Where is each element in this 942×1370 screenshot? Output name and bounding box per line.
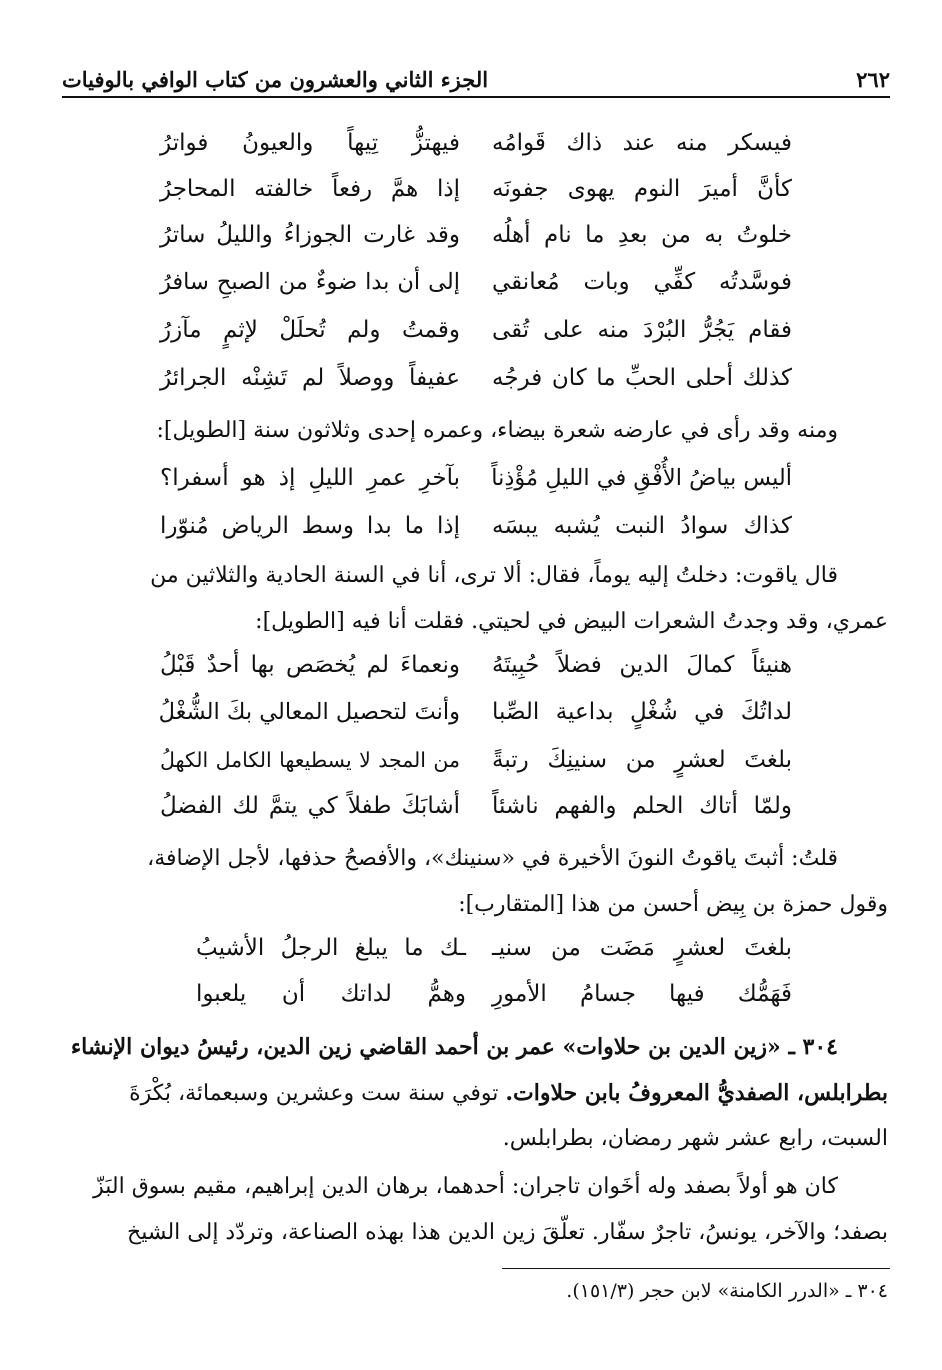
verse-second-hemistich: ونعماءَ لم يُخصَص بها أحدٌ قَبْلُ	[160, 652, 460, 678]
prose-line: وقول حمزة بن بِيض أحسن من هذا [المتقارب]:	[458, 892, 888, 917]
verse	[0, 506, 942, 546]
verse-second-hemistich: وهمُّ لداتك أن يلعبوا	[196, 981, 466, 1007]
verse-second-hemistich: ـك ما يبلغ الرجلُ الأشيبُ	[196, 935, 466, 961]
verse	[0, 692, 942, 732]
prose-line	[64, 1070, 888, 1117]
verse-second-hemistich: من المجد لا يسطيعها الكامل الكهلُ	[160, 748, 460, 772]
verse	[0, 458, 942, 498]
prose-line: السبت، رابع عشر شهر رمضان، بطرابلس.	[502, 1126, 888, 1151]
verse	[0, 215, 942, 255]
entry-heading-end: بطرابلس، الصفديُّ المعروفُ بابن حلاوات.	[505, 1080, 888, 1106]
verse-second-hemistich: إذا همَّ رفعاً خالفته المحاجرُ	[160, 176, 460, 202]
verse-first-hemistich: لداتُكَ في شُغْلٍ بداعية الصِّبا	[492, 699, 792, 725]
verse-second-hemistich: وقد غارت الجوزاءُ والليلُ ساترُ	[160, 222, 460, 248]
verse-second-hemistich: وقمتُ ولم تُحلَلْ لإثمٍ مآزرُ	[160, 317, 460, 343]
verse	[0, 928, 942, 968]
header-rule	[62, 96, 890, 98]
verse-first-hemistich: بلغتَ لعشرٍ مَضَت من سنيـ	[492, 935, 792, 961]
entry-heading-line: ٣٠٤ ـ «زين الدين بن حلاوات» عمر بن أحمد القاضي زين الدين، رئيسُ ديوان الإنشاء	[70, 1034, 838, 1060]
verse	[0, 974, 942, 1014]
footnote: ٣٠٤ ـ «الدرر الكامنة» لابن حجر (١٥١/٣).	[566, 1280, 888, 1302]
verse-second-hemistich: إلى أن بدا ضوءٌ من الصبحِ سافرُ	[160, 269, 460, 295]
verse	[0, 645, 942, 685]
verse-first-hemistich: فقام يَجُرُّ البُرْدَ منه على تُقى	[492, 317, 792, 343]
verse	[0, 358, 942, 398]
prose-line: قال ياقوت: دخلتُ إليه يوماً، فقال: ألا ترى، أنا في السنة الحادية والثلاثين من	[150, 563, 838, 588]
verse-first-hemistich: فوسَّدتُه كفِّي وبات مُعانقي	[492, 269, 792, 295]
entry-text: توفي سنة ست وعشرين وسبعمائة، بُكْرَةَ	[129, 1081, 506, 1106]
prose-line: عمري، وقد وجدتُ الشعرات البيض في لحيتي. فقلت أنا فيه [الطويل]:	[255, 609, 888, 634]
verse-first-hemistich: كأنَّ أميرَ النوم يهوى جفونَه	[492, 176, 792, 202]
running-header	[62, 58, 890, 92]
verse-second-hemistich: عفيفاً ووصلاً لم تَشِنْه الجرائرُ	[160, 365, 460, 391]
verse	[0, 169, 942, 209]
footnote-rule	[502, 1268, 890, 1269]
verse-second-hemistich: وأنتَ لتحصيل المعالي بكَ الشُّغْلُ	[158, 699, 460, 725]
verse-first-hemistich: بلغتَ لعشرٍ من سنينِكَ رتبةً	[492, 747, 792, 773]
verse-first-hemistich: أليس بياضُ الأُفْقِ في الليلِ مُؤْذِناً	[491, 465, 792, 491]
page-number: ٢٦٢	[856, 67, 890, 92]
verse	[0, 740, 942, 780]
verse	[0, 262, 942, 302]
prose-line: بصفد؛ والآخر، يونسُ، تاجرٌ سفّار. تعلّقَ زين الدين هذا بهذه الصناعة، وتردّد إلى الشيخ	[127, 1220, 888, 1245]
verse-second-hemistich: فيهتزُّ تِيهاً والعيونُ فواترُ	[160, 130, 460, 156]
verse	[0, 123, 942, 163]
verse-first-hemistich: ولمّا أتاك الحلم والفهم ناشئاً	[492, 793, 792, 819]
verse-second-hemistich: أشابَكَ طفلاً كي يتمَّ لك الفضلُ	[160, 793, 460, 819]
prose-line: ومنه وقد رأى في عارضه شعرة بيضاء، وعمره إحدى وثلاثون سنة [الطويل]:	[156, 418, 838, 443]
verse-first-hemistich: خلوتُ به من بعدِ ما نام أهلُه	[492, 222, 792, 248]
verse-first-hemistich: فَهَمُّك فيها جسامُ الأمورِ	[492, 981, 792, 1007]
prose-line: كان هو أولاً بصفد وله أخَوان تاجران: أحدهما، برهان الدين إبراهيم، مقيم بسوق البَزّ	[93, 1174, 838, 1199]
verse-first-hemistich: هنيئاً كمالَ الدين فضلاً حُبِيتَهُ	[492, 652, 792, 678]
verse	[0, 310, 942, 350]
verse-first-hemistich: كذلك أحلى الحبِّ ما كان فرجُه	[492, 365, 792, 391]
verse-second-hemistich: إذا ما بدا وسط الرياض مُنوّرا	[160, 513, 460, 539]
verse-first-hemistich: فيسكر منه عند ذاك قَوامُه	[492, 130, 792, 156]
running-title: الجزء الثاني والعشرون من كتاب الوافي بالوفيات	[62, 67, 489, 92]
verse	[0, 786, 942, 826]
verse-first-hemistich: كذاك سوادُ النبت يُشبه يبسَه	[492, 513, 792, 539]
verse-second-hemistich: بآخرِ عمرِ الليلِ إذ هو أسفرا؟	[160, 465, 460, 491]
prose-line: قلتُ: أثبتَ ياقوتُ النونَ الأخيرة في «سنينك»، والأفصحُ حذفها، لأجل الإضافة،	[147, 846, 838, 871]
